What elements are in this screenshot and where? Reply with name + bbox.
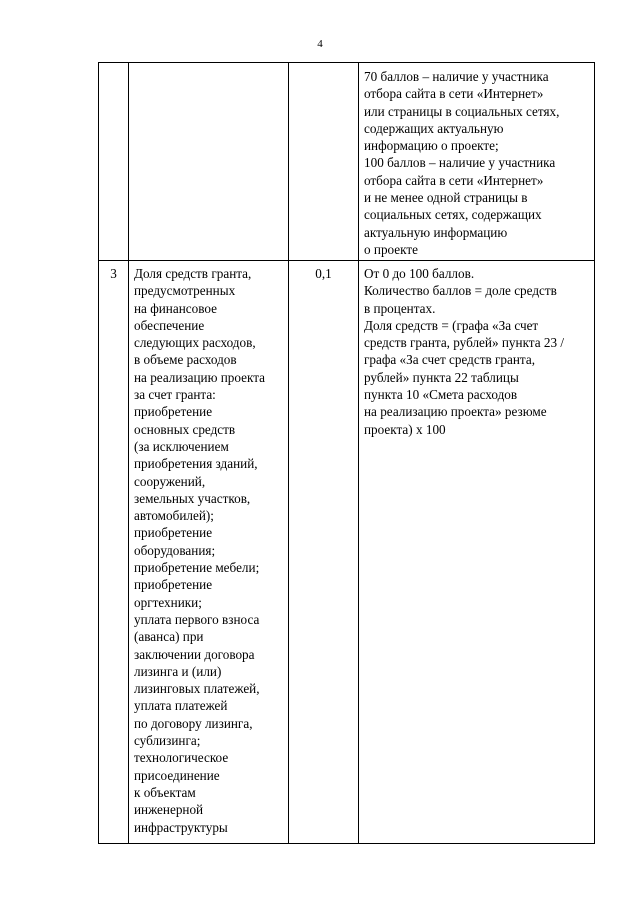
text-line: лизинга и (или): [134, 663, 222, 679]
text-line: уплата платежей: [134, 698, 228, 714]
text-line: и не менее одной страницы в: [364, 190, 528, 206]
text-line: инженерной: [134, 802, 204, 818]
text-line: обеспечение: [134, 317, 205, 333]
criteria-table: [98, 62, 595, 844]
text-line: земельных участков,: [134, 490, 251, 506]
text-line: оргтехники;: [134, 594, 202, 610]
criterion-cell: [129, 261, 289, 844]
text-line: технологическое: [134, 750, 229, 766]
text-line: на финансовое: [134, 300, 217, 316]
text-line: отбора сайта в сети «Интернет»: [364, 86, 544, 102]
method-cell: [359, 63, 595, 261]
text-line: содержащих актуальную: [364, 120, 504, 136]
text-line: сублизинга;: [134, 733, 201, 749]
text-line: заключении договора: [134, 646, 255, 662]
text-line: приобретение: [134, 577, 213, 593]
text-line: От 0 до 100 баллов.: [364, 266, 475, 281]
row-number-cell: 3: [99, 261, 129, 844]
text-line: приобретения зданий,: [134, 456, 258, 472]
text-line: лизинговых платежей,: [134, 681, 260, 697]
text-line: в объеме расходов: [134, 352, 237, 368]
text-line: Доля средств гранта,: [134, 266, 252, 281]
text-line: средств гранта, рублей» пункта 23 /: [364, 335, 565, 351]
text-line: предусмотренных: [134, 283, 236, 299]
text-line: рублей» пункта 22 таблицы: [364, 369, 519, 385]
table-row: [99, 261, 595, 844]
text-line: на реализацию проекта» резюме: [364, 404, 547, 420]
text-line: 100 баллов – наличие у участника: [364, 155, 556, 171]
text-line: о проекте: [364, 241, 418, 257]
text-line: по договору лизинга,: [134, 715, 253, 731]
table-row: [99, 63, 595, 261]
text-line: или страницы в социальных сетях,: [364, 103, 560, 119]
text-line: (аванса) при: [134, 629, 204, 645]
text-line: информацию о проекте;: [364, 138, 499, 154]
text-line: присоединение: [134, 767, 220, 783]
text-line: актуальную информацию: [364, 224, 508, 240]
text-line: социальных сетях, содержащих: [364, 207, 542, 223]
criterion-cell: [129, 63, 289, 261]
text-line: (за исключением: [134, 438, 229, 454]
row-number-cell: [99, 63, 129, 261]
text-line: инфраструктуры: [134, 819, 228, 835]
text-line: приобретение мебели;: [134, 560, 260, 576]
text-line: 70 баллов – наличие у участника: [364, 69, 549, 84]
text-line: проекта) x 100: [364, 421, 446, 437]
text-line: уплата первого взноса: [134, 611, 260, 627]
text-line: Количество баллов = доле средств: [364, 283, 557, 299]
text-line: Доля средств = (графа «За счет: [364, 317, 539, 333]
text-line: следующих расходов,: [134, 335, 256, 351]
text-line: приобретение: [134, 525, 213, 541]
text-line: пункта 10 «Смета расходов: [364, 387, 518, 403]
text-line: графа «За счет средств гранта,: [364, 352, 535, 368]
text-line: основных средств: [134, 421, 236, 437]
text-line: за счет гранта:: [134, 387, 216, 403]
weight-cell: [289, 63, 359, 261]
text-line: автомобилей);: [134, 508, 214, 524]
text-line: к объектам: [134, 784, 196, 800]
text-line: на реализацию проекта: [134, 369, 266, 385]
text-line: отбора сайта в сети «Интернет»: [364, 172, 544, 188]
text-line: оборудования;: [134, 542, 216, 558]
text-line: сооружений,: [134, 473, 206, 489]
page-number: 4: [317, 38, 323, 50]
weight-cell: 0,1: [289, 261, 359, 844]
text-line: приобретение: [134, 404, 213, 420]
text-line: в процентах.: [364, 300, 436, 316]
method-cell: [359, 261, 595, 844]
